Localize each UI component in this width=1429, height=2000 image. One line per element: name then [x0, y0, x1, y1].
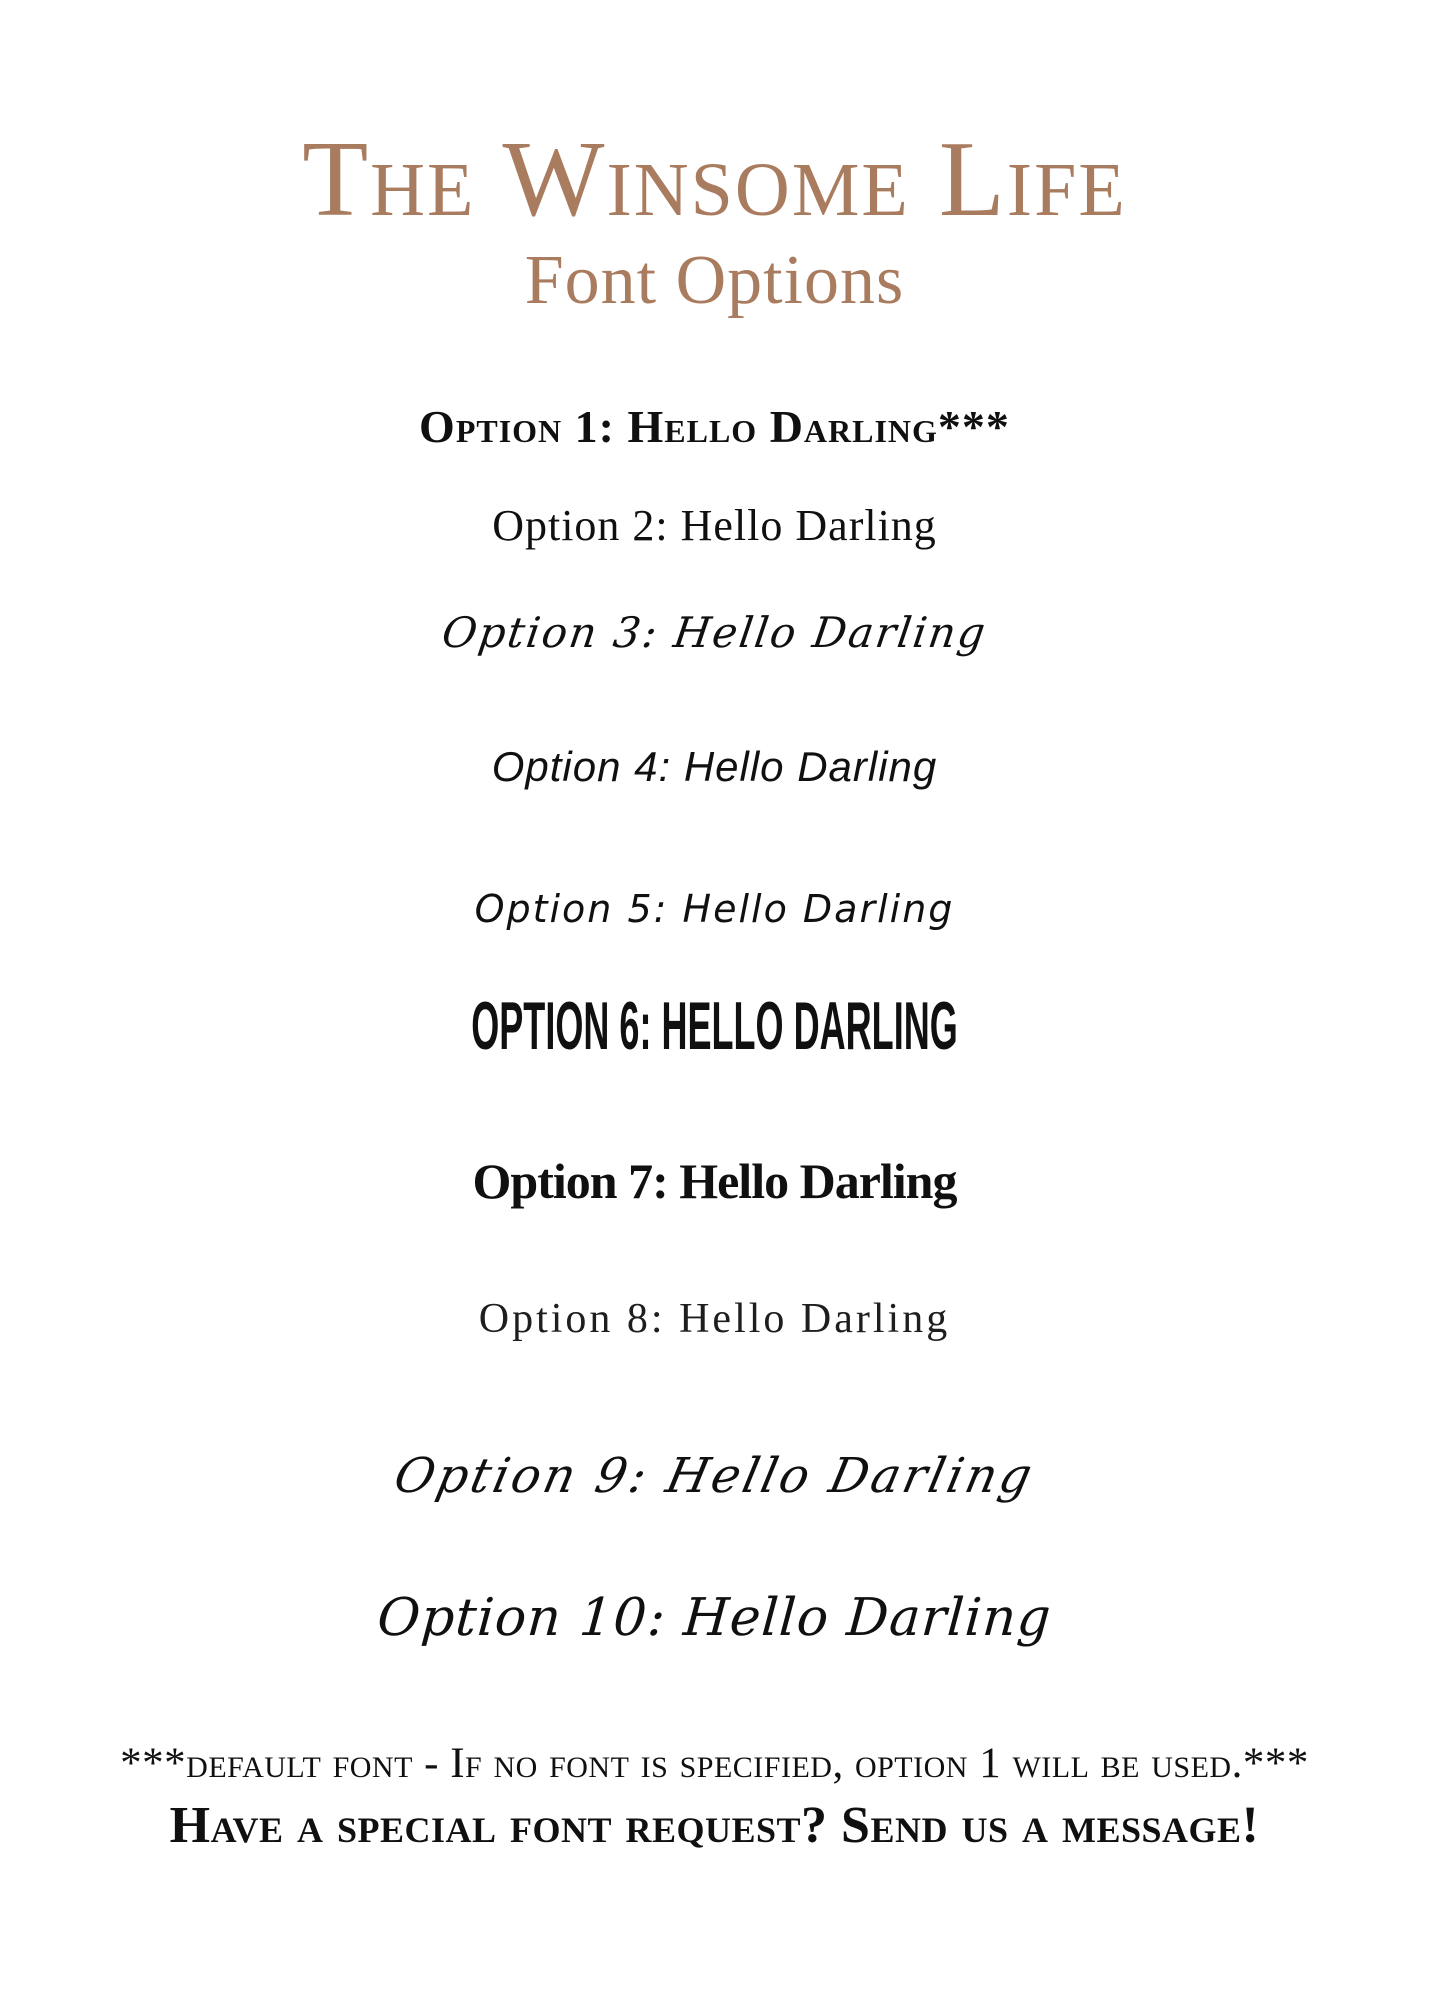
font-option-10: Option 10: Hello Darling: [375, 1588, 1054, 1648]
font-option-6: OPTION 6: HELLO DARLING: [471, 988, 958, 1064]
font-option-4: Option 4: Hello Darling: [491, 743, 938, 790]
font-option-7: Option 7: Hello Darling: [472, 1153, 957, 1209]
font-option-5: Option 5: Hello Darling: [474, 887, 955, 931]
font-option-3: Option 3: Hello Darling: [439, 608, 991, 657]
page-subtitle: Font Options: [524, 242, 905, 319]
font-request-cta: Have a special font request? Send us a message!: [169, 1797, 1260, 1854]
font-option-1: Option 1: Hello Darling***: [419, 401, 1010, 452]
font-option-9: Option 9: Hello Darling: [389, 1448, 1040, 1504]
default-font-note: ***default font - If no font is specified, option 1 will be used.***: [120, 1740, 1309, 1787]
font-option-8: Option 8: Hello Darling: [478, 1296, 951, 1342]
font-option-2: Option 2: Hello Darling: [492, 501, 937, 550]
page-title: The Winsome Life: [302, 120, 1127, 239]
